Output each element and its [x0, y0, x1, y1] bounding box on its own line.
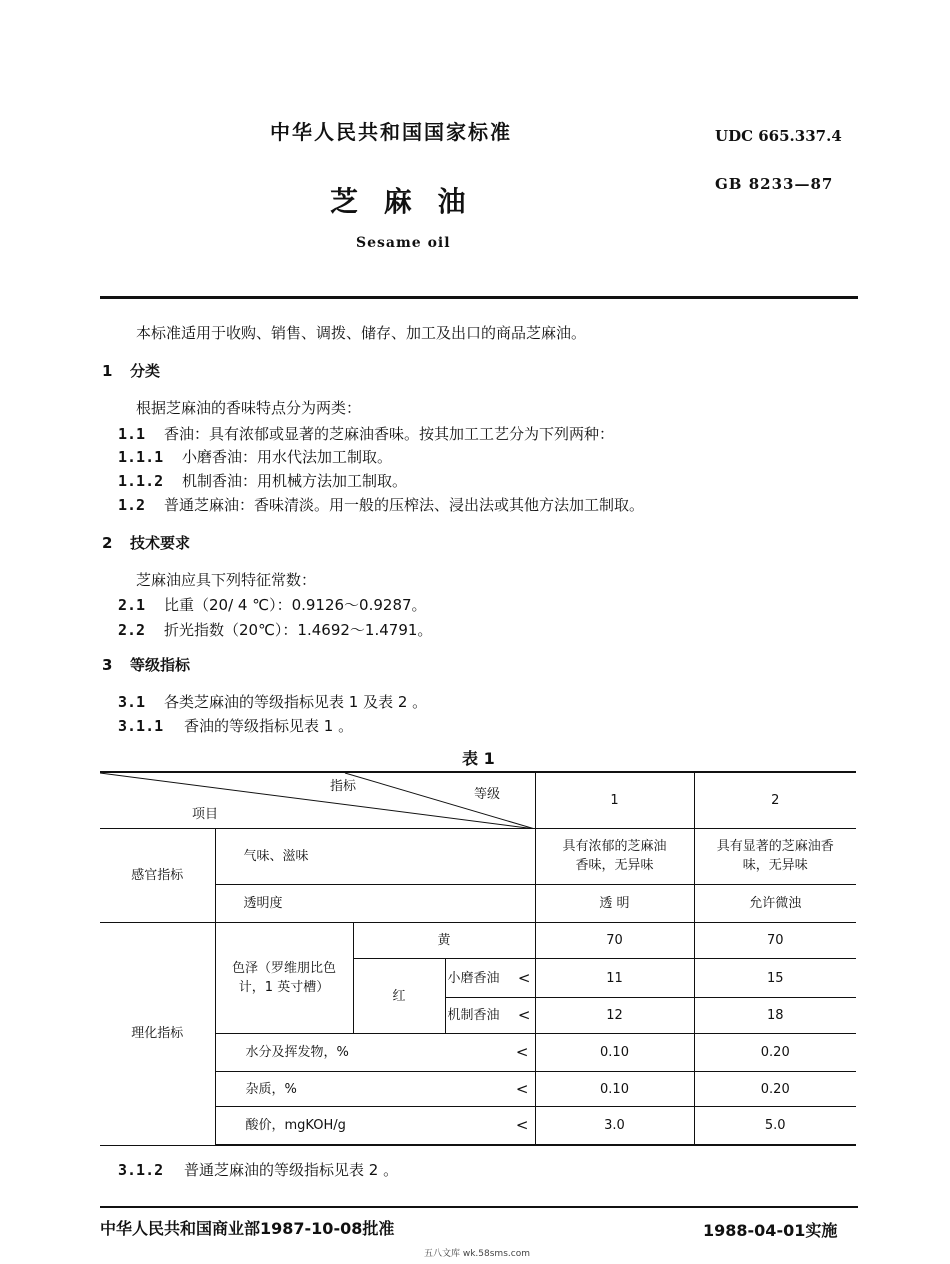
clause-number: 2.1	[118, 596, 146, 614]
clause-text: 比重（20/ 4 ℃）：0.9126～0.9287。	[164, 596, 427, 614]
clause-number: 3.1	[118, 693, 146, 711]
document-subtitle: Sesame oil	[356, 235, 451, 251]
clause-text: 折光指数（20℃）：1.4692～1.4791。	[164, 621, 433, 639]
moisture-grade-1: 0.10	[535, 1033, 694, 1071]
yellow-label: 黄	[353, 923, 535, 959]
clause-number: 1.1.1	[118, 448, 164, 466]
less-than-symbol: <	[515, 1042, 529, 1061]
acid-grade-1: 3.0	[535, 1107, 694, 1145]
section-3-heading	[102, 654, 190, 675]
clause-2-1	[118, 594, 427, 615]
impurity-grade-1: 0.10	[535, 1072, 694, 1107]
acid-cell	[215, 1107, 535, 1145]
impurity-label: 杂质，%	[245, 1081, 297, 1097]
approval-note: 中华人民共和国商业部1987-10-08批准	[100, 1219, 395, 1238]
section-2-heading	[102, 532, 190, 553]
section-title: 技术要求	[130, 534, 191, 552]
clause-text: 普通芝麻油的等级指标见表 2 。	[184, 1161, 399, 1179]
yellow-grade-2: 70	[694, 923, 856, 959]
table-caption: 表 1	[462, 749, 495, 768]
intro-paragraph: 本标准适用于收购、销售、调拨、储存、加工及出口的商品芝麻油。	[136, 324, 587, 342]
clause-text: 香油：具有浓郁或显著的芝麻油香味。按其加工工艺分为下列两种：	[164, 425, 615, 443]
clause-number: 1.1	[118, 425, 146, 443]
red-machine-label: 机制香油	[447, 1007, 500, 1023]
clause-number: 1.1.2	[118, 472, 164, 490]
clause-number: 3.1.1	[118, 717, 164, 735]
gb-standard-number: GB 8233—87	[715, 175, 834, 193]
diagonal-header-cell	[100, 772, 535, 828]
clause-3-1-2	[118, 1159, 398, 1180]
clarity-grade-1: 透 明	[535, 885, 694, 923]
section-2-intro: 芝麻油应具下列特征常数：	[136, 571, 317, 589]
clause-text: 机制香油：用机械方法加工制取。	[182, 472, 408, 490]
clause-1-1-2	[118, 470, 407, 491]
footer-rule	[100, 1206, 858, 1208]
clause-1-1-1	[118, 446, 392, 467]
section-number: 2	[102, 534, 113, 552]
physchem-group-label: 理化指标	[100, 923, 215, 1145]
red-small-label: 小磨香油	[447, 970, 500, 986]
clause-2-2	[118, 619, 432, 640]
less-than-symbol: <	[517, 1005, 531, 1024]
clause-3-1	[118, 691, 427, 712]
acid-grade-2: 5.0	[694, 1107, 856, 1145]
udc-code: UDC 665.337.4	[715, 127, 842, 145]
section-title: 等级指标	[130, 656, 191, 674]
clause-3-1-1	[118, 715, 353, 736]
color-label: 色泽（罗维朋比色计，1 英寸槽）	[215, 923, 353, 1034]
moisture-label: 水分及挥发物，%	[245, 1044, 349, 1060]
clause-number: 3.1.2	[118, 1161, 164, 1179]
less-than-symbol: <	[515, 1116, 529, 1135]
section-title: 分类	[130, 362, 161, 380]
clause-text: 香油的等级指标见表 1 。	[184, 717, 354, 735]
clause-text: 小磨香油：用水代法加工制取。	[182, 448, 393, 466]
odor-label: 气味、滋味	[215, 828, 535, 884]
yellow-grade-1: 70	[535, 923, 694, 959]
impurity-cell	[215, 1072, 535, 1107]
header-grade-1: 1	[535, 772, 694, 828]
header-indicator: 指标	[330, 779, 357, 794]
impurity-grade-2: 0.20	[694, 1072, 856, 1107]
section-1-heading	[102, 360, 160, 381]
red-small-grade-1: 11	[535, 959, 694, 997]
watermark-text: 五八文库 wk.58sms.com	[424, 1249, 530, 1259]
header-grade-2: 2	[694, 772, 856, 828]
clarity-grade-2: 允许微浊	[694, 885, 856, 923]
clause-number: 2.2	[118, 621, 146, 639]
sensory-group-label: 感官指标	[100, 828, 215, 923]
table-row	[100, 828, 856, 884]
section-number: 3	[102, 656, 113, 674]
clause-text: 各类芝麻油的等级指标见表 1 及表 2 。	[164, 693, 428, 711]
section-number: 1	[102, 362, 113, 380]
less-than-symbol: <	[517, 968, 531, 987]
document-title: 芝 麻 油	[330, 185, 466, 218]
header-rule	[100, 296, 858, 299]
moisture-cell	[215, 1033, 535, 1071]
moisture-grade-2: 0.20	[694, 1033, 856, 1071]
clause-number: 1.2	[118, 496, 146, 514]
red-small-cell	[445, 959, 535, 997]
clause-1-2	[118, 494, 644, 515]
odor-grade-1: 具有浓郁的芝麻油香味，无异味	[535, 828, 694, 884]
red-machine-cell	[445, 997, 535, 1033]
header-grade: 等级	[474, 787, 501, 802]
header-item: 项目	[192, 807, 219, 822]
section-1-intro: 根据芝麻油的香味特点分为两类：	[136, 399, 362, 417]
clause-text: 普通芝麻油：香味清淡。用一般的压榨法、浸出法或其他方法加工制取。	[164, 496, 645, 514]
odor-grade-2: 具有显著的芝麻油香味，无异味	[694, 828, 856, 884]
acid-label: 酸价，mgKOH/g	[245, 1118, 346, 1134]
table-header-row	[100, 772, 856, 828]
clause-1-1	[118, 423, 614, 444]
red-machine-grade-2: 18	[694, 997, 856, 1033]
clarity-label: 透明度	[215, 885, 535, 923]
red-label: 红	[353, 959, 445, 1033]
issuing-organization: 中华人民共和国国家标准	[270, 120, 512, 144]
effective-date: 1988-04-01实施	[703, 1221, 838, 1240]
grade-table	[100, 771, 856, 1146]
red-machine-grade-1: 12	[535, 997, 694, 1033]
diagonal-lines	[100, 773, 535, 829]
less-than-symbol: <	[515, 1079, 529, 1098]
red-small-grade-2: 15	[694, 959, 856, 997]
table-row	[100, 923, 856, 959]
